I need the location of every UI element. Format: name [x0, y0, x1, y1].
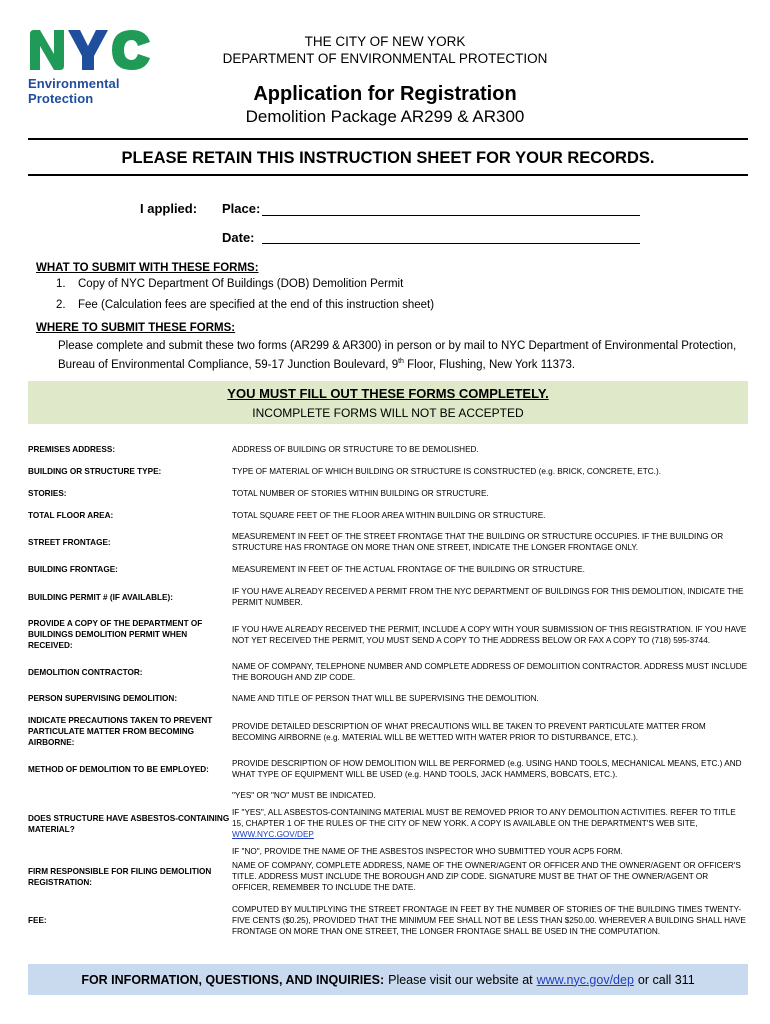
table-row: [28, 510, 748, 521]
footer-website-link[interactable]: www.nyc.gov/dep: [536, 972, 634, 987]
field-label: FEE:: [28, 916, 47, 925]
asbestos-desc-2-text: IF "YES", ALL ASBESTOS-CONTAINING MATERIAL MUST BE REMOVED PRIOR TO ANY DEMOLITION ACTIVITIES. REFER TO TITLE 15, CHAPTER 1 OF THE RULES OF THE CITY OF NEW YORK. A COPY IS AVAILABLE ON THE DEPARTMENT'S WEB SITE,: [232, 808, 736, 828]
field-description: IF YOU HAVE ALREADY RECEIVED THE PERMIT, INCLUDE A COPY WITH YOUR SUBMISSION OF THIS REGISTRATION. IF YOU HAVE NOT YET RECEIVED THE PERMIT, YOU MUST SEND A COPY TO THE ADDRESS BELOW OR FAX A COPY TO (718) 595-3744.: [232, 624, 747, 645]
field-description: [232, 790, 748, 857]
field-description: NAME AND TITLE OF PERSON THAT WILL BE SUPERVISING THE DEMOLITION.: [232, 694, 539, 703]
list-item-number: 1.: [56, 278, 66, 290]
retain-notice: PLEASE RETAIN THIS INSTRUCTION SHEET FOR YOUR RECORDS.: [121, 149, 655, 167]
footer-bold: FOR INFORMATION, QUESTIONS, AND INQUIRIES:: [81, 972, 385, 987]
field-label: TOTAL FLOOR AREA:: [28, 511, 114, 520]
list-item: [56, 297, 434, 313]
must-fill-banner: [28, 381, 748, 424]
list-item-number: 2.: [56, 299, 66, 311]
date-label: Date:: [222, 230, 255, 245]
dep-website-link[interactable]: WWW.NYC.GOV/DEP: [232, 830, 314, 839]
table-row: [28, 715, 748, 748]
table-row: [28, 618, 748, 651]
table-row: [28, 488, 748, 499]
field-description: TYPE OF MATERIAL OF WHICH BUILDING OR STRUCTURE IS CONSTRUCTED (e.g. BRICK, CONCRETE, ETC.).: [232, 467, 661, 476]
table-row: [28, 586, 748, 608]
nyc-wordmark-icon: [28, 28, 152, 72]
applied-label: I applied:: [140, 201, 198, 216]
table-row: [28, 693, 748, 704]
where-line-2b: Floor, Flushing, New York 11373.: [403, 358, 576, 371]
asbestos-desc-1: "YES" OR "NO" MUST BE INDICATED.: [232, 791, 376, 800]
field-label: INDICATE PRECAUTIONS TAKEN TO PREVENT PARTICULATE MATTER FROM BECOMING AIRBORNE:: [28, 716, 213, 747]
banner-main-text: YOU MUST FILL OUT THESE FORMS COMPLETELY.: [227, 386, 549, 401]
table-row: [28, 661, 748, 683]
field-label: DOES STRUCTURE HAVE ASBESTOS-CONTAINING MATERIAL?: [28, 813, 230, 834]
where-to-submit-heading: WHERE TO SUBMIT THESE FORMS:: [36, 322, 236, 334]
agency-line-1: THE CITY OF NEW YORK: [304, 34, 466, 49]
table-row: [28, 466, 748, 477]
banner-sub-text: INCOMPLETE FORMS WILL NOT BE ACCEPTED: [252, 406, 524, 420]
page-subtitle: Demolition Package AR299 & AR300: [245, 107, 525, 126]
field-description: MEASUREMENT IN FEET OF THE STREET FRONTAGE THAT THE BUILDING OR STRUCTURE OCCUPIES. IF THE BUILDING OR STRUCTURE HAS FRONTAGE ON MORE THAN ONE STREET, INDICATE THE LONGER FRONTAGE ONLY.: [232, 532, 724, 552]
list-item-text: Copy of NYC Department Of Buildings (DOB) Demolition Permit: [78, 278, 404, 290]
table-row: [28, 790, 748, 857]
place-label: Place:: [222, 201, 261, 216]
field-label: STORIES:: [28, 489, 67, 498]
field-description: TOTAL SQUARE FEET OF THE FLOOR AREA WITHIN BUILDING OR STRUCTURE.: [232, 511, 546, 520]
footer-text: Please visit our website at: [388, 972, 533, 987]
nyc-dep-logo: [28, 28, 158, 110]
table-row: [28, 531, 748, 553]
divider-top: [28, 138, 748, 140]
field-description: MEASUREMENT IN FEET OF THE ACTUAL FRONTAGE OF THE BUILDING OR STRUCTURE.: [232, 565, 585, 574]
agency-line-2: DEPARTMENT OF ENVIRONMENTAL PROTECTION: [222, 51, 548, 66]
footer-info-bar: [28, 964, 748, 995]
date-field[interactable]: [262, 243, 640, 244]
field-description: IF YOU HAVE ALREADY RECEIVED A PERMIT FROM THE NYC DEPARTMENT OF BUILDINGS FOR THIS DEMOLITION, INDICATE THE PERMIT NUMBER.: [232, 587, 744, 607]
field-description: COMPUTED BY MULTIPLYING THE STREET FRONTAGE IN FEET BY THE NUMBER OF STORIES OF THE BUILDING TIMES TWENTY-FIVE CENTS ($0.25), PROVIDED THAT THE MINIMUM FEE SHALL NOT BE LESS THAN $250.00. WHEREVER A BUILDING SHALL HAVE FRONTAGE ON MORE THAN ONE STREET, THE LONGER FRONTAGE SHALL BE USED IN THE COMPUTATION.: [232, 905, 746, 936]
table-row: [28, 564, 748, 575]
list-item-text: Fee (Calculation fees are specified at the end of this instruction sheet): [78, 299, 435, 311]
place-field[interactable]: [262, 215, 640, 216]
logo-line-2: Protection: [28, 91, 94, 106]
where-line-2: [58, 354, 748, 373]
field-label: BUILDING FRONTAGE:: [28, 565, 118, 574]
field-label: STREET FRONTAGE:: [28, 537, 111, 547]
field-description: PROVIDE DESCRIPTION OF HOW DEMOLITION WILL BE PERFORMED (e.g. USING HAND TOOLS, MECHANICAL MEANS, ETC.) AND WHAT TYPE OF EQUIPMENT WILL BE USED (e.g. HAND TOOLS, JACK HAMMERS, BOBCATS, ETC.).: [232, 759, 742, 779]
list-item: [56, 276, 434, 292]
logo-line-1: Environmental: [28, 76, 120, 91]
asbestos-desc-3: IF "NO", PROVIDE THE NAME OF THE ASBESTOS INSPECTOR WHO SUBMITTED YOUR ACP5 FORM.: [232, 847, 623, 856]
field-description: NAME OF COMPANY, COMPLETE ADDRESS, NAME OF THE OWNER/AGENT OR OFFICER AND THE OWNER/AGENT OR OFFICER'S TITLE. ADDRESS MUST INCLUDE THE BOROUGH AND ZIP CODE. SIGNATURE MUST BE THAT OF THE OWNER/AGENT OR OFFICER, REMEMBER TO INCLUDE THE DATE.: [232, 861, 741, 892]
field-description: NAME OF COMPANY, TELEPHONE NUMBER AND COMPLETE ADDRESS OF DEMOLIITION CONTRACTOR. ADDRESS MUST INCLUDE THE BOROUGH AND ZIP CODE.: [232, 662, 748, 682]
field-label: BUILDING PERMIT # (IF AVAILABLE):: [28, 592, 173, 602]
where-line-1: Please complete and submit these two forms (AR299 & AR300) in person or by mail to NYC Department of Environmental Protection,: [58, 340, 737, 352]
table-row: [28, 444, 748, 455]
divider-bottom: [28, 174, 748, 176]
footer-tail: or call 311: [637, 972, 695, 987]
field-label: DEMOLITION CONTRACTOR:: [28, 667, 143, 677]
where-line-2a: Bureau of Environmental Compliance, 59-17 Junction Boulevard, 9: [58, 358, 399, 371]
field-label: METHOD OF DEMOLITION TO BE EMPLOYED:: [28, 764, 209, 774]
field-label: PERSON SUPERVISING DEMOLITION:: [28, 694, 178, 703]
table-row: [28, 758, 748, 780]
field-description: ADDRESS OF BUILDING OR STRUCTURE TO BE DEMOLISHED.: [232, 445, 479, 454]
asbestos-desc-2: [232, 807, 748, 840]
field-label: PREMISES ADDRESS:: [28, 445, 116, 454]
where-line-2-sup: th: [398, 358, 404, 365]
agency-header: [200, 33, 570, 67]
field-description: TOTAL NUMBER OF STORIES WITHIN BUILDING OR STRUCTURE.: [232, 489, 489, 498]
table-row: [28, 904, 748, 937]
page-title: Application for Registration: [253, 83, 517, 105]
field-description: PROVIDE DETAILED DESCRIPTION OF WHAT PRECAUTIONS WILL BE TAKEN TO PREVENT PARTICULATE MATTER FROM BECOMING AIRBORNE (e.g. MATERIAL WILL BE WETTED WITH WATER PRIOR TO DISTURBANCE, ETC.).: [232, 721, 706, 742]
field-label: BUILDING OR STRUCTURE TYPE:: [28, 467, 162, 476]
field-label: FIRM RESPONSIBLE FOR FILING DEMOLITION REGISTRATION:: [28, 866, 212, 887]
where-to-submit-text: [58, 338, 748, 373]
what-to-submit-list: [56, 276, 434, 313]
what-to-submit-heading: WHAT TO SUBMIT WITH THESE FORMS:: [36, 262, 259, 274]
table-row: [28, 860, 748, 893]
field-label: PROVIDE A COPY OF THE DEPARTMENT OF BUILDINGS DEMOLITION PERMIT WHEN RECEIVED:: [28, 619, 203, 650]
